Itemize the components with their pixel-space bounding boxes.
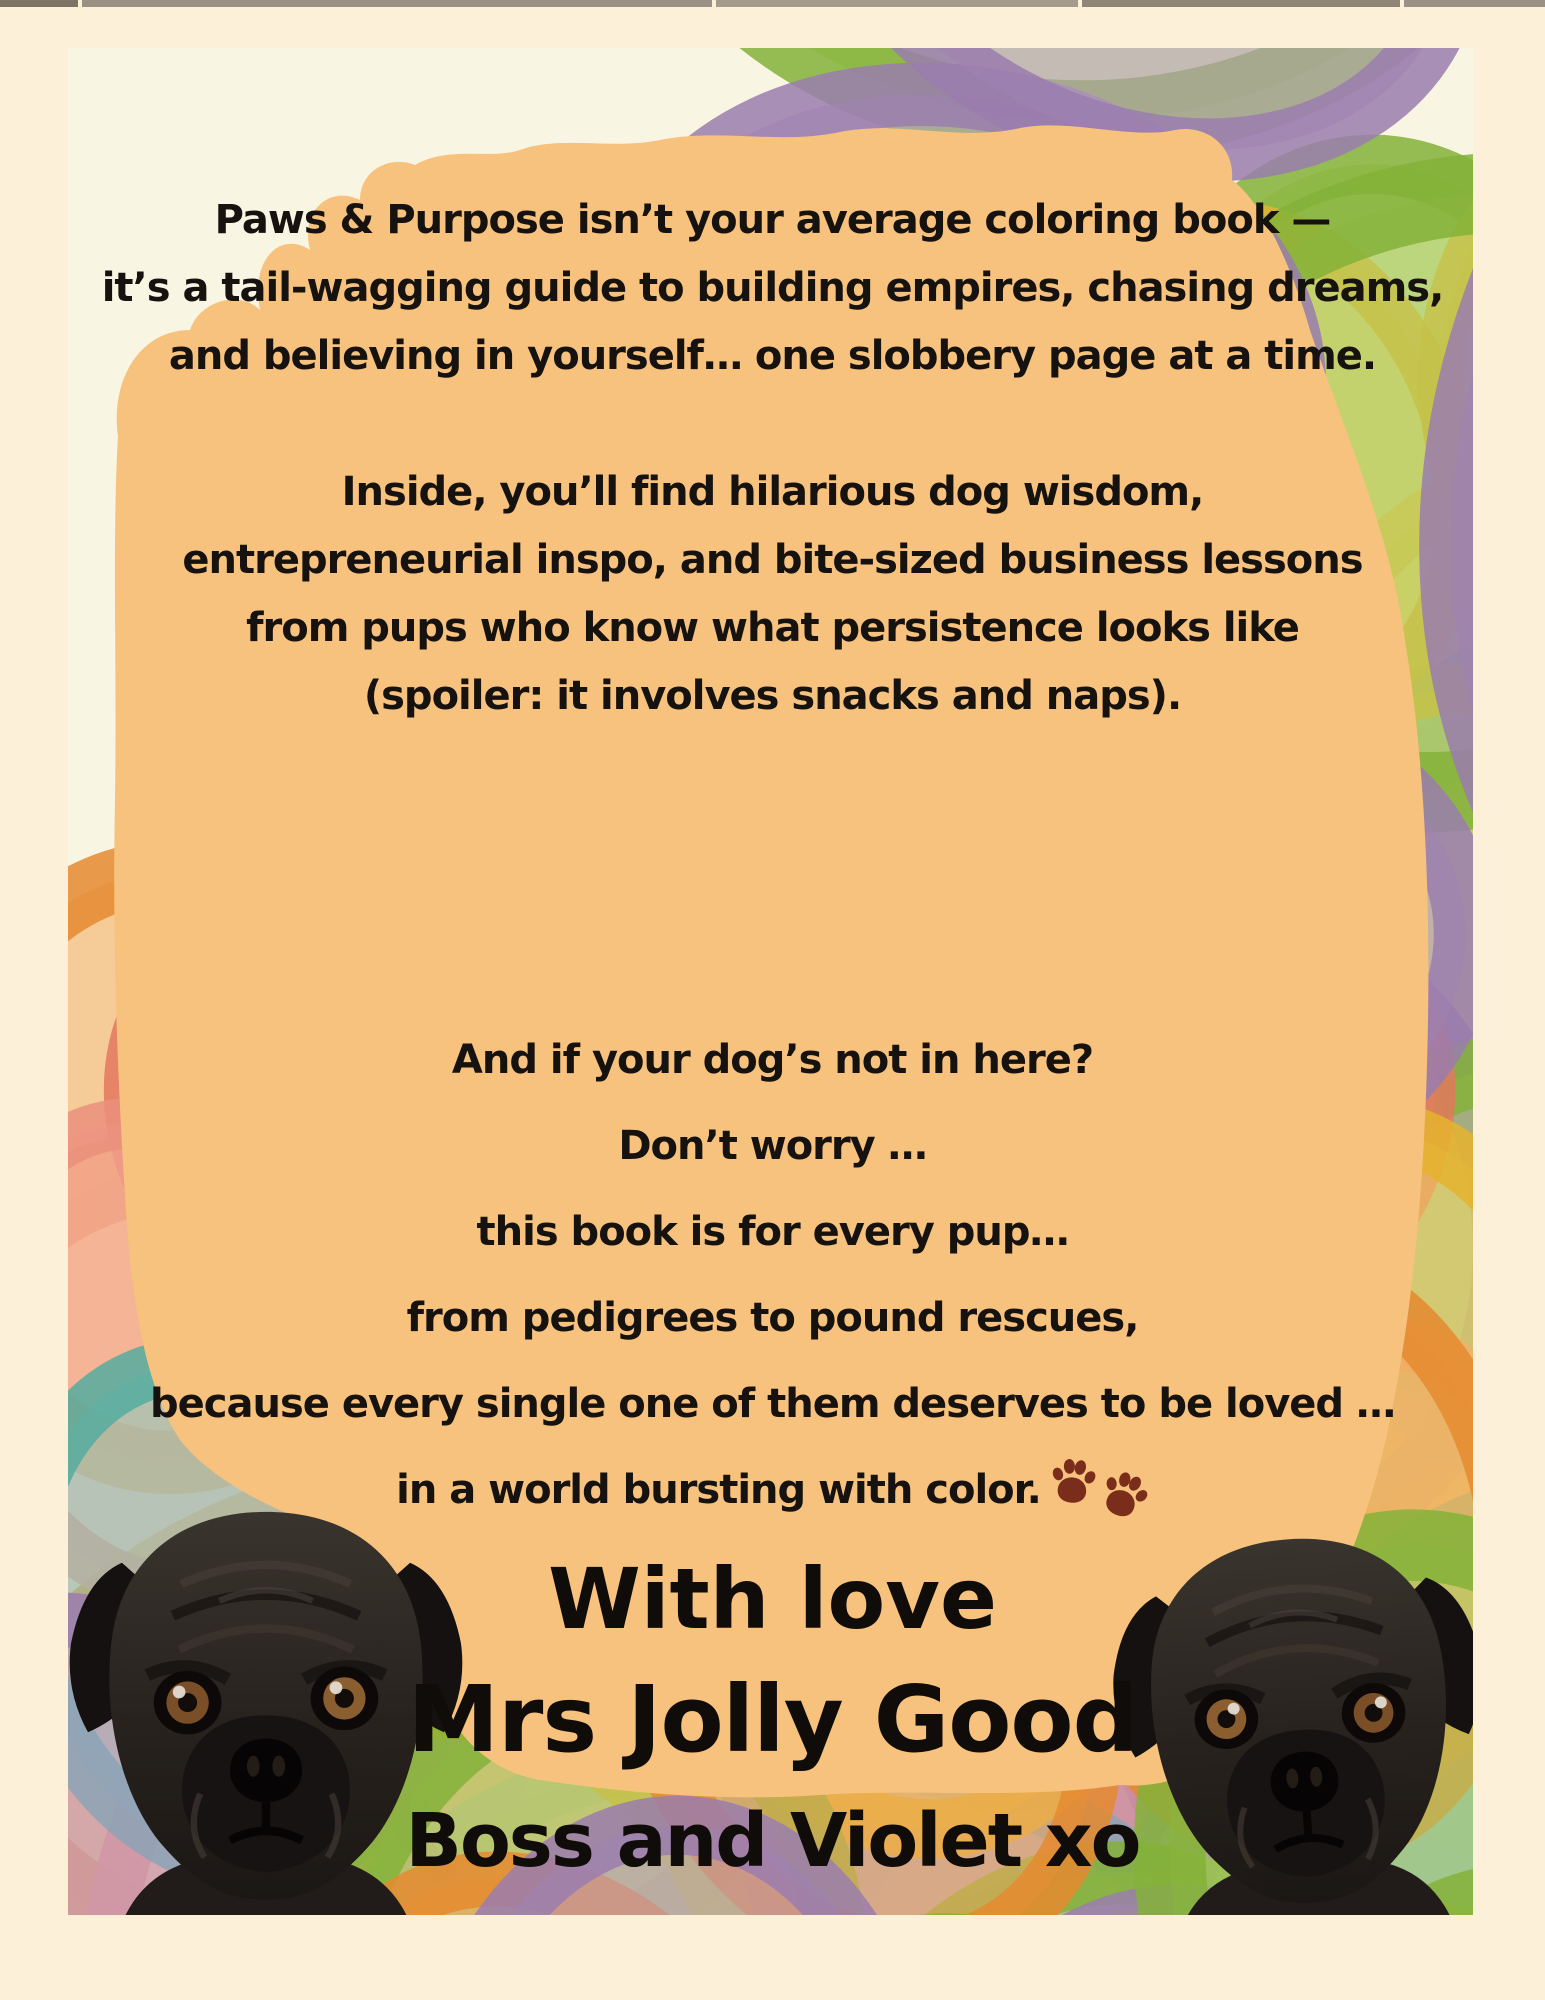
top-edge-segment — [82, 0, 712, 7]
signoff-with-love: With love — [548, 1550, 997, 1648]
text-line: from pups who know what persistence looks like — [246, 605, 1299, 651]
top-edge-segment — [1082, 0, 1400, 7]
text-line: because every single one of them deserves to be loved … — [150, 1381, 1395, 1427]
signoff-author-name: Mrs Jolly Good — [407, 1666, 1138, 1773]
text-line: Inside, you’ll find hilarious dog wisdom, — [341, 469, 1204, 515]
text-line: Paws & Purpose isn’t your average coloring book — — [214, 197, 1331, 243]
text-line — [0, 1447, 1545, 1533]
text-line: And if your dog’s not in here? — [451, 1037, 1094, 1083]
closing-sentence: in a world bursting with color. — [396, 1467, 1041, 1513]
text-line: this book is for every pup… — [476, 1209, 1069, 1255]
top-edge-segment — [716, 0, 1078, 7]
paw-print-icon — [1047, 1457, 1098, 1508]
every-pup-paragraph — [0, 1017, 1545, 1533]
text-line: from pedigrees to pound rescues, — [406, 1295, 1139, 1341]
inside-paragraph — [0, 458, 1545, 730]
paw-print-icon — [1094, 1466, 1154, 1526]
page-top-edge — [0, 0, 1545, 7]
signoff-dog-names: Boss and Violet xo — [405, 1798, 1140, 1884]
text-line: entrepreneurial inspo, and bite-sized business lessons — [182, 537, 1363, 583]
text-line: and believing in yourself… one slobbery page at a time. — [168, 333, 1377, 379]
top-edge-segment — [0, 0, 78, 7]
text-line: Don’t worry … — [618, 1123, 927, 1169]
top-edge-segment — [1404, 0, 1545, 7]
text-line: (spoiler: it involves snacks and naps). — [363, 673, 1182, 719]
text-line: it’s a tail-wagging guide to building empires, chasing dreams, — [101, 265, 1444, 311]
intro-paragraph — [0, 186, 1545, 390]
